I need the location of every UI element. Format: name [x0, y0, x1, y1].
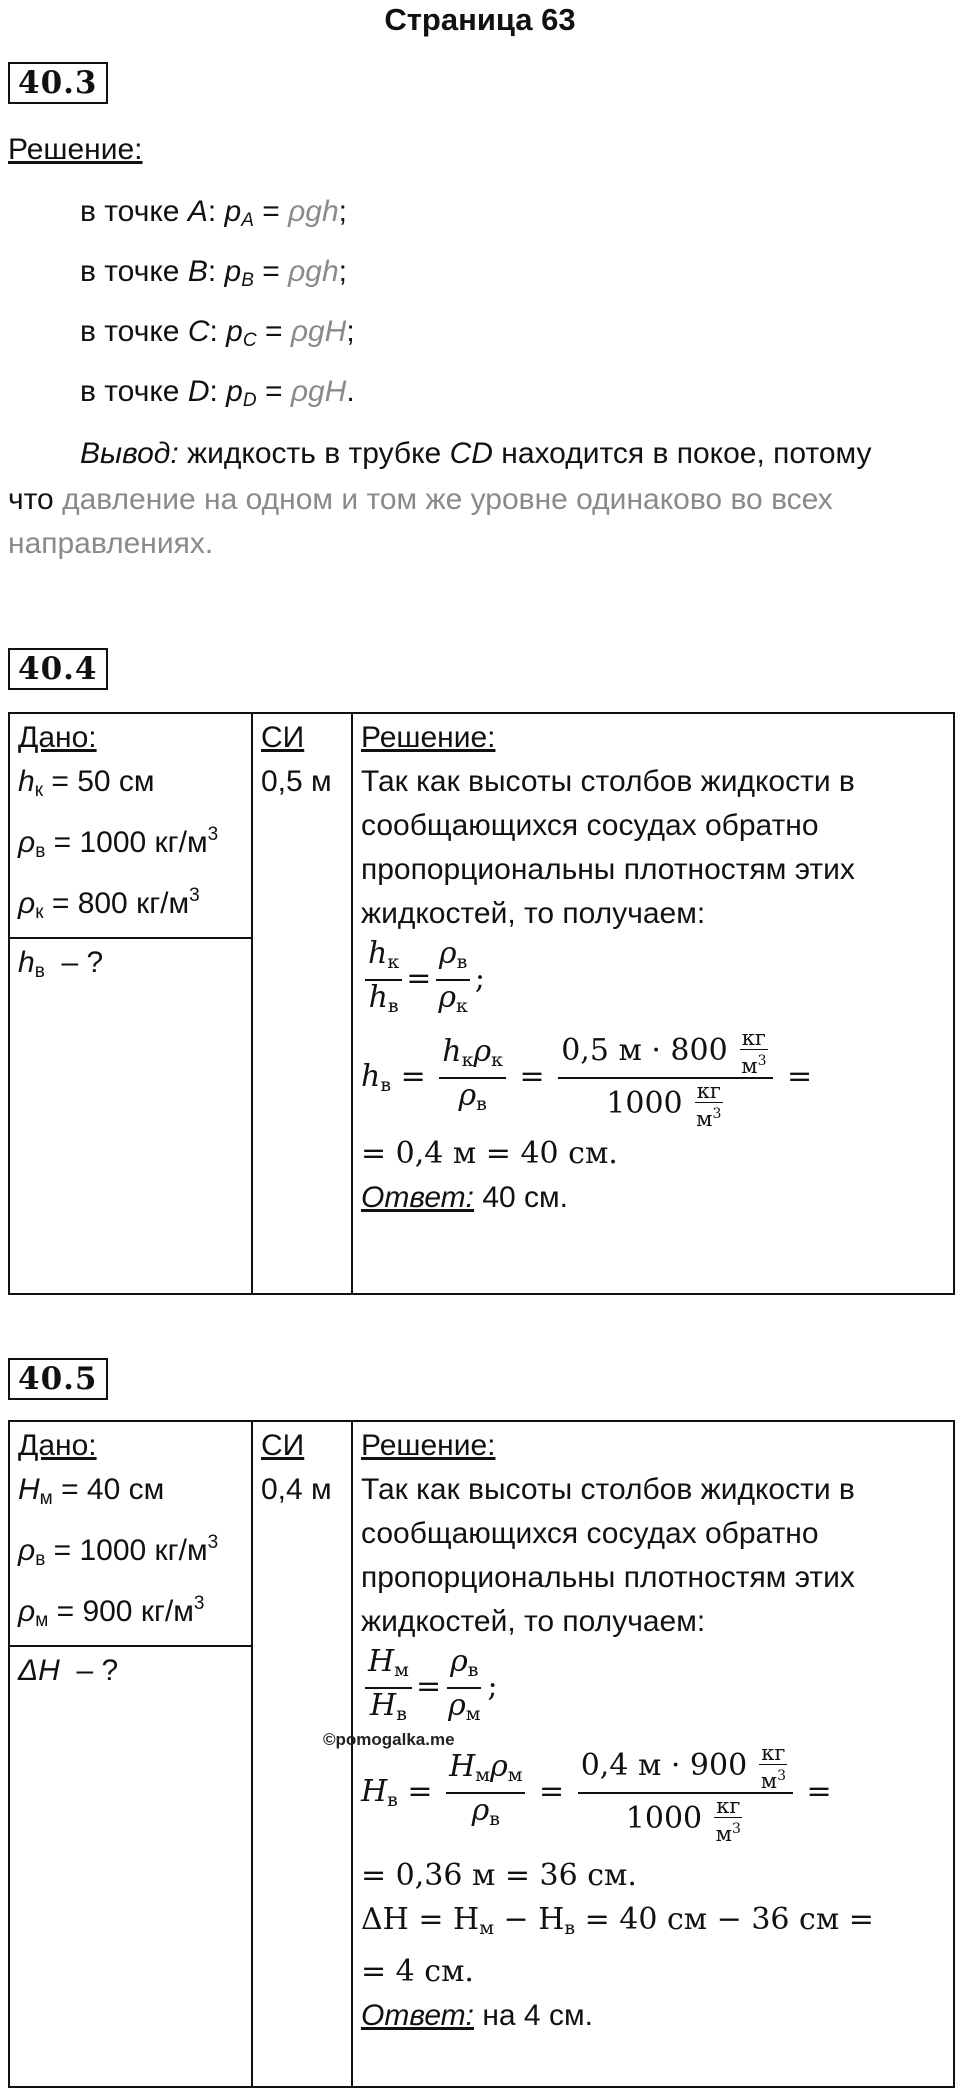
delta-line: $\Delta H = H_м - H_в = 40$ см − 36 см = [361, 1902, 874, 1939]
given-item: $H_м = 40$ см [18, 1473, 165, 1509]
given-item: $\rho_в = 1000$ $кг/м^3$ [18, 824, 219, 862]
solution-text: Так как высоты столбов жидкости в [361, 1473, 855, 1506]
delta-result-line: = 4 см. [361, 1954, 474, 1989]
page-title: Страница 63 [384, 2, 576, 37]
answer-line: Ответ: на 4 см. [361, 1999, 593, 2032]
result-line: = 0,36 м = 36 см. [361, 1858, 637, 1893]
ratio-formula: $\frac{h_к}{h_в}$ = $\frac{\rho_в}{\rho_к}$ ; [361, 936, 945, 1022]
result-line: = 0,4 м = 40 см. [361, 1136, 618, 1171]
solution-label: Решение: [361, 721, 496, 754]
given-label: Дано: [18, 1429, 97, 1462]
si-label: СИ [261, 721, 305, 754]
solution-text: пропорциональны плотностям этих [361, 1561, 855, 1594]
conclusion-line-3: направлениях. [8, 527, 214, 560]
task-number-40-4: 40.4 [8, 648, 108, 690]
given-item: $\rho_в = 1000$ $кг/м^3$ [18, 1532, 219, 1570]
given-cell-40-4 [9, 713, 252, 938]
given-item: $\rho_м = 900$ $кг/м^3$ [18, 1593, 205, 1631]
given-cell-40-5 [9, 1421, 252, 1646]
given-label: Дано: [18, 721, 97, 754]
solution-text: жидкостей, то получаем: [361, 1605, 706, 1638]
conclusion-line-2: что давление на одном и том же уровне одинаково во всех [8, 483, 833, 516]
find-cell-40-5 [9, 1646, 252, 2087]
si-value: 0,4 м [261, 1473, 332, 1506]
find-item: $h_в$ – ? [18, 946, 104, 982]
solution-cell-40-5 [323, 1421, 954, 2087]
given-item: $h_к = 50$ см [18, 765, 155, 801]
find-item: ΔH – ? [18, 1654, 119, 1687]
si-cell-40-5 [252, 1421, 352, 2087]
solution-text: пропорциональны плотностям этих [361, 853, 855, 886]
given-item: $\rho_к = 800$ $кг/м^3$ [18, 885, 200, 923]
point-a-line: в точке A: $p_A = \rho gh$; [80, 195, 348, 231]
solution-label-40-3: Решение: [8, 133, 143, 166]
solution-text: Так как высоты столбов жидкости в [361, 765, 855, 798]
find-cell-40-4 [9, 938, 252, 1294]
conclusion-line-1: Вывод: жидкость в трубке CD находится в покое, потому [80, 437, 872, 470]
solution-cell-40-4 [352, 713, 954, 1294]
solution-label: Решение: [361, 1429, 496, 1462]
point-d-line: в точке D: $p_D = \rho gH$. [80, 375, 355, 411]
task-40-4-table [8, 712, 955, 1295]
watermark: ©pomogalka.me [323, 1730, 455, 1749]
solution-text: сообщающихся сосудах обратно [361, 809, 819, 842]
point-c-line: в точке C: $p_C = \rho gH$; [80, 315, 355, 351]
si-cell-40-4 [252, 713, 352, 1294]
ratio-formula: $\frac{H_м}{H_в}$ = $\frac{\rho_в}{\rho_м}$ ; [361, 1644, 945, 1730]
point-b-line: в точке B: $p_B = \rho gh$; [80, 255, 348, 291]
si-label: СИ [261, 1429, 305, 1462]
solution-text: сообщающихся сосудах обратно [361, 1517, 819, 1550]
task-40-5-table [8, 1420, 955, 2088]
calc-formula: $h_в$ = $\frac{h_к\rho_к}{\rho_в}$ = 0,5 м · 800 кг $м^3$ 1000 кг $м^3$ = [361, 1026, 813, 1131]
solution-text: жидкостей, то получаем: [361, 897, 706, 930]
calc-formula: $H_в$ = $\frac{H_м\rho_м}{\rho_в}$ = 0,4 м · 900 кг $м^3$ 1000 кг $м^3$ = [361, 1741, 832, 1846]
answer-line: Ответ: 40 см. [361, 1181, 568, 1214]
task-number-40-5: 40.5 [8, 1358, 108, 1400]
task-number-40-3: 40.3 [8, 62, 108, 104]
si-value: 0,5 м [261, 765, 332, 798]
